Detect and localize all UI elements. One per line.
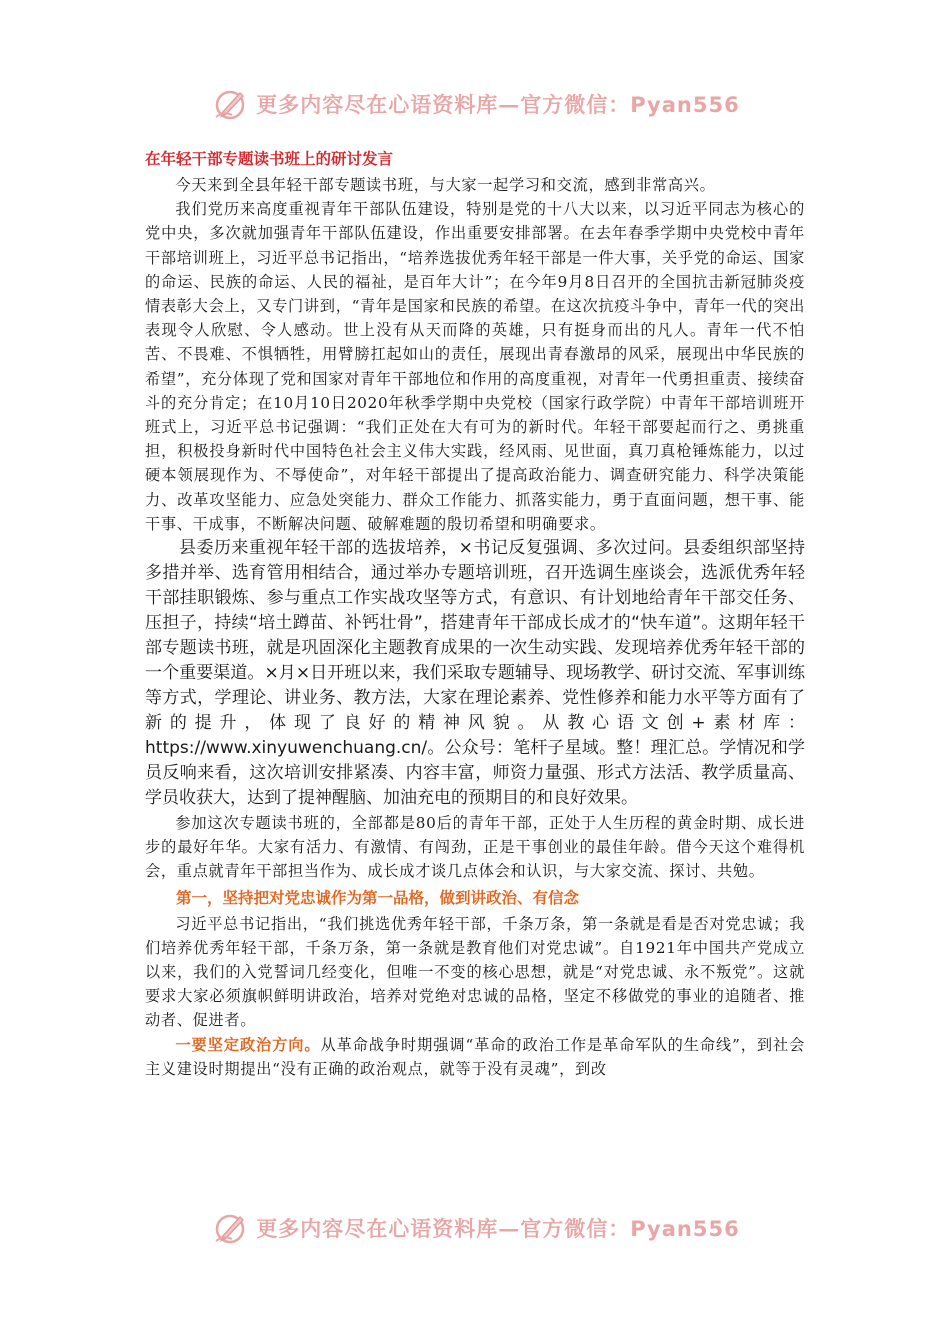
- paragraph-lead-phrase: 一要坚定政治方向。: [175, 1035, 321, 1054]
- document-title: 在年轻干部专题读书班上的研讨发言: [145, 149, 394, 168]
- pen-logo-icon: [210, 84, 250, 124]
- footer-watermark-banner: [0, 1204, 950, 1252]
- section-heading-1: 第一，坚持把对党忠诚作为第一品格，做到讲政治、有信念: [176, 887, 580, 907]
- paragraph-county-training: 县委历来重视年轻干部的选拔培养，×书记反复强调、多次过问。县委组织部坚持多措并举、选育管用相结合，通过举办专题培训班，召开选调生座谈会，选派优秀年轻干部挂职锻炼、参与重点工作实战攻坚等方式，有意识、有计划地给青年干部交任务、压担子，持续“培土蹲苗、补钙壮骨”，搭建青年干部成长成才的“快车道”。这期年轻干部专题读书班，就是巩固深化主题教育成果的一次生动实践、发现培养优秀年轻干部的一个重要渠道。×月×日开班以来，我们采取专题辅导、现场教学、研讨交流、军事训练等方式，学理论、讲业务、教方法，大家在理论素养、党性修养和能力水平等方面有了新的提升，体现了良好的精神风貌。从教心语文创+素材库：https://www.xinyuwenchuang.cn/。公众号：笔杆子星域。整！理汇总。学情况和学员反响来看，这次培训安排紧凑、内容丰富，师资力量强、形式方法活、教学质量高、学员收获大，达到了提神醒脑、加油充电的预期目的和良好效果。: [145, 538, 805, 809]
- banner-text: 更多内容尽在心语资料库—官方微信：Pyan556: [256, 1216, 740, 1241]
- paragraph-party-emphasis: 我们党历来高度重视青年干部队伍建设，特别是党的十八大以来，以习近平同志为核心的党中央，多次就加强青年干部队伍建设，作出重要安排部署。在去年春季学期中央党校中青年干部培训班上，习近平总书记指出，“培养选拔优秀年轻干部是一件大事，关乎党的命运、国家的命运、民族的命运、人民的福祉，是百年大计”；在今年9月8日召开的全国抗击新冠肺炎疫情表彰大会上，又专门讲到，“青年是国家和民族的希望。在这次抗疫斗争中，青年一代的突出表现令人欣慰、令人感动。世上没有从天而降的英雄，只有挺身而出的凡人。青年一代不怕苦、不畏难、不惧牺牲，用臂膀扛起如山的责任，展现出青春激昂的风采，展现出中华民族的希望”，充分体现了党和国家对青年干部地位和作用的高度重视，对青年一代勇担重责、接续奋斗的充分肯定；在10月10日2020年秋季学期中央党校（国家行政学院）中青年干部培训班开班式上，习近平总书记强调：“我们正处在大有可为的新时代。年轻干部要起而行之、勇挑重担，积极投身新时代中国特色社会主义伟大实践，经风雨、见世面，真刀真枪锤炼能力，以过硬本领展现作为、不辱使命”，对年轻干部提出了提高政治能力、调查研究能力、科学决策能力、改革攻坚能力、应急处突能力、群众工作能力、抓落实能力，勇于直面问题，想干事、能干事、干成事，不断解决问题、破解难题的殷切希望和明确要求。: [145, 200, 805, 533]
- pen-logo-icon: [210, 1208, 250, 1248]
- document-body: [145, 147, 805, 1081]
- wechat-id: Pyan556: [630, 93, 740, 117]
- banner-text: 更多内容尽在心语资料库—官方微信：Pyan556: [256, 92, 740, 117]
- paragraph-political-direction: [145, 1033, 805, 1081]
- paragraph-loyalty: 习近平总书记指出，“我们挑选优秀年轻干部，千条万条，第一条就是看是否对党忠诚；我们培养优秀年轻干部，千条万条，第一条就是教育他们对党忠诚”。自1921年中国共产党成立以来，我们的入党誓词几经变化，但唯一不变的核心思想，就是“对党忠诚、永不叛党”。这就要求大家必须旗帜鲜明讲政治，培养对党绝对忠诚的品格，坚定不移做党的事业的追随者、推动者、促进者。: [145, 914, 805, 1030]
- header-watermark-banner: [0, 80, 950, 128]
- paragraph-participants: 参加这次专题读书班的，全部都是80后的青年干部，正处于人生历程的黄金时期、成长进步的最好年华。大家有活力、有激情、有闯劲，正是干事创业的最佳年龄。借今天这个难得机会，重点就青年干部担当作为、成长成才谈几点体会和认识，与大家交流、探讨、共勉。: [145, 814, 805, 881]
- wechat-id: Pyan556: [630, 1217, 740, 1241]
- paragraph-continuation: 从革命战争时期强调“革命的政治工作是革命军队的生命线”，到社会主义建设时期提出“没有正确的政治观点，就等于没有灵魂”，到改: [145, 1035, 805, 1078]
- paragraph-intro: 今天来到全县年轻干部专题读书班，与大家一起学习和交流，感到非常高兴。: [175, 176, 716, 194]
